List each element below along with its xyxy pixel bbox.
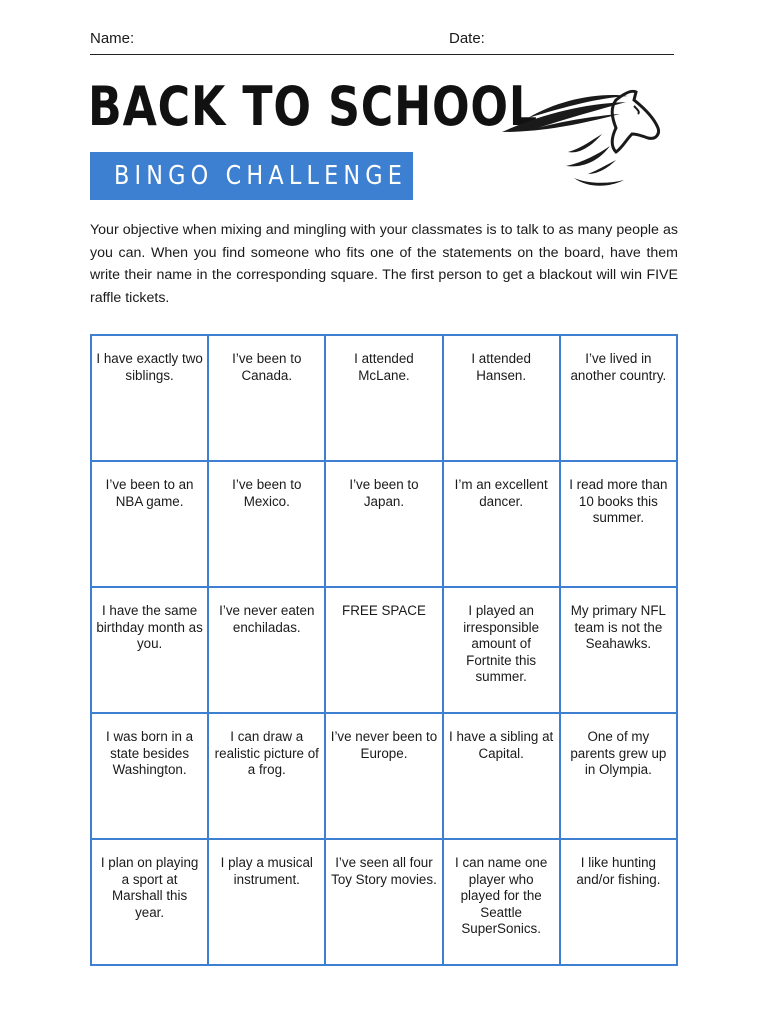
bingo-row [91, 713, 677, 839]
bingo-square[interactable]: I’ve been to an NBA game. [91, 461, 208, 587]
bingo-square[interactable]: I’ve been to Japan. [325, 461, 442, 587]
bingo-row [91, 839, 677, 965]
date-label: Date: [449, 30, 485, 47]
bingo-square[interactable]: I’m an excellent dancer. [443, 461, 560, 587]
bingo-square[interactable]: I attended McLane. [325, 335, 442, 461]
bingo-square[interactable]: I’ve never eaten enchiladas. [208, 587, 325, 713]
bingo-row [91, 461, 677, 587]
bingo-square[interactable]: I have the same birthday month as you. [91, 587, 208, 713]
bingo-square[interactable]: I’ve never been to Europe. [325, 713, 442, 839]
bingo-square[interactable]: I’ve been to Canada. [208, 335, 325, 461]
bingo-row [91, 335, 677, 461]
name-label: Name: [90, 30, 135, 47]
bingo-square[interactable]: I attended Hansen. [443, 335, 560, 461]
bingo-board [90, 334, 678, 966]
bingo-square[interactable]: I like hunting and/or fishing. [560, 839, 677, 965]
bingo-square[interactable]: I plan on playing a sport at Marshall this year. [91, 839, 208, 965]
instructions-paragraph: Your objective when mixing and mingling with your classmates is to talk to as many people as you can. When you find someone who fits one of the statements on the board, have them write their name in the corresponding square. The first person to get a blackout will win FIVE raffle tickets. [90, 222, 678, 306]
bingo-square[interactable]: I’ve been to Mexico. [208, 461, 325, 587]
bingo-square[interactable]: I played an irresponsible amount of Fortnite this summer. [443, 587, 560, 713]
page-title: BACK TO SCHOOL [88, 75, 538, 138]
bingo-square[interactable]: My primary NFL team is not the Seahawks. [560, 587, 677, 713]
horse-head-icon [498, 88, 666, 192]
bingo-square[interactable]: I can draw a realistic picture of a frog. [208, 713, 325, 839]
bingo-square[interactable]: I have exactly two siblings. [91, 335, 208, 461]
header-fields [90, 28, 674, 55]
bingo-square[interactable]: I’ve lived in another country. [560, 335, 677, 461]
bingo-square[interactable]: I was born in a state besides Washington. [91, 713, 208, 839]
bingo-square[interactable]: I read more than 10 books this summer. [560, 461, 677, 587]
bingo-square[interactable]: I play a musical instrument. [208, 839, 325, 965]
bingo-challenge-banner [90, 152, 413, 200]
bingo-row [91, 587, 677, 713]
bingo-square[interactable]: I can name one player who played for the Seattle SuperSonics. [443, 839, 560, 965]
banner-label: BINGO CHALLENGE [114, 161, 408, 191]
bingo-square[interactable]: I’ve seen all four Toy Story movies. [325, 839, 442, 965]
bingo-square[interactable]: I have a sibling at Capital. [443, 713, 560, 839]
free-space-square[interactable]: FREE SPACE [325, 587, 442, 713]
bingo-square[interactable]: One of my parents grew up in Olympia. [560, 713, 677, 839]
